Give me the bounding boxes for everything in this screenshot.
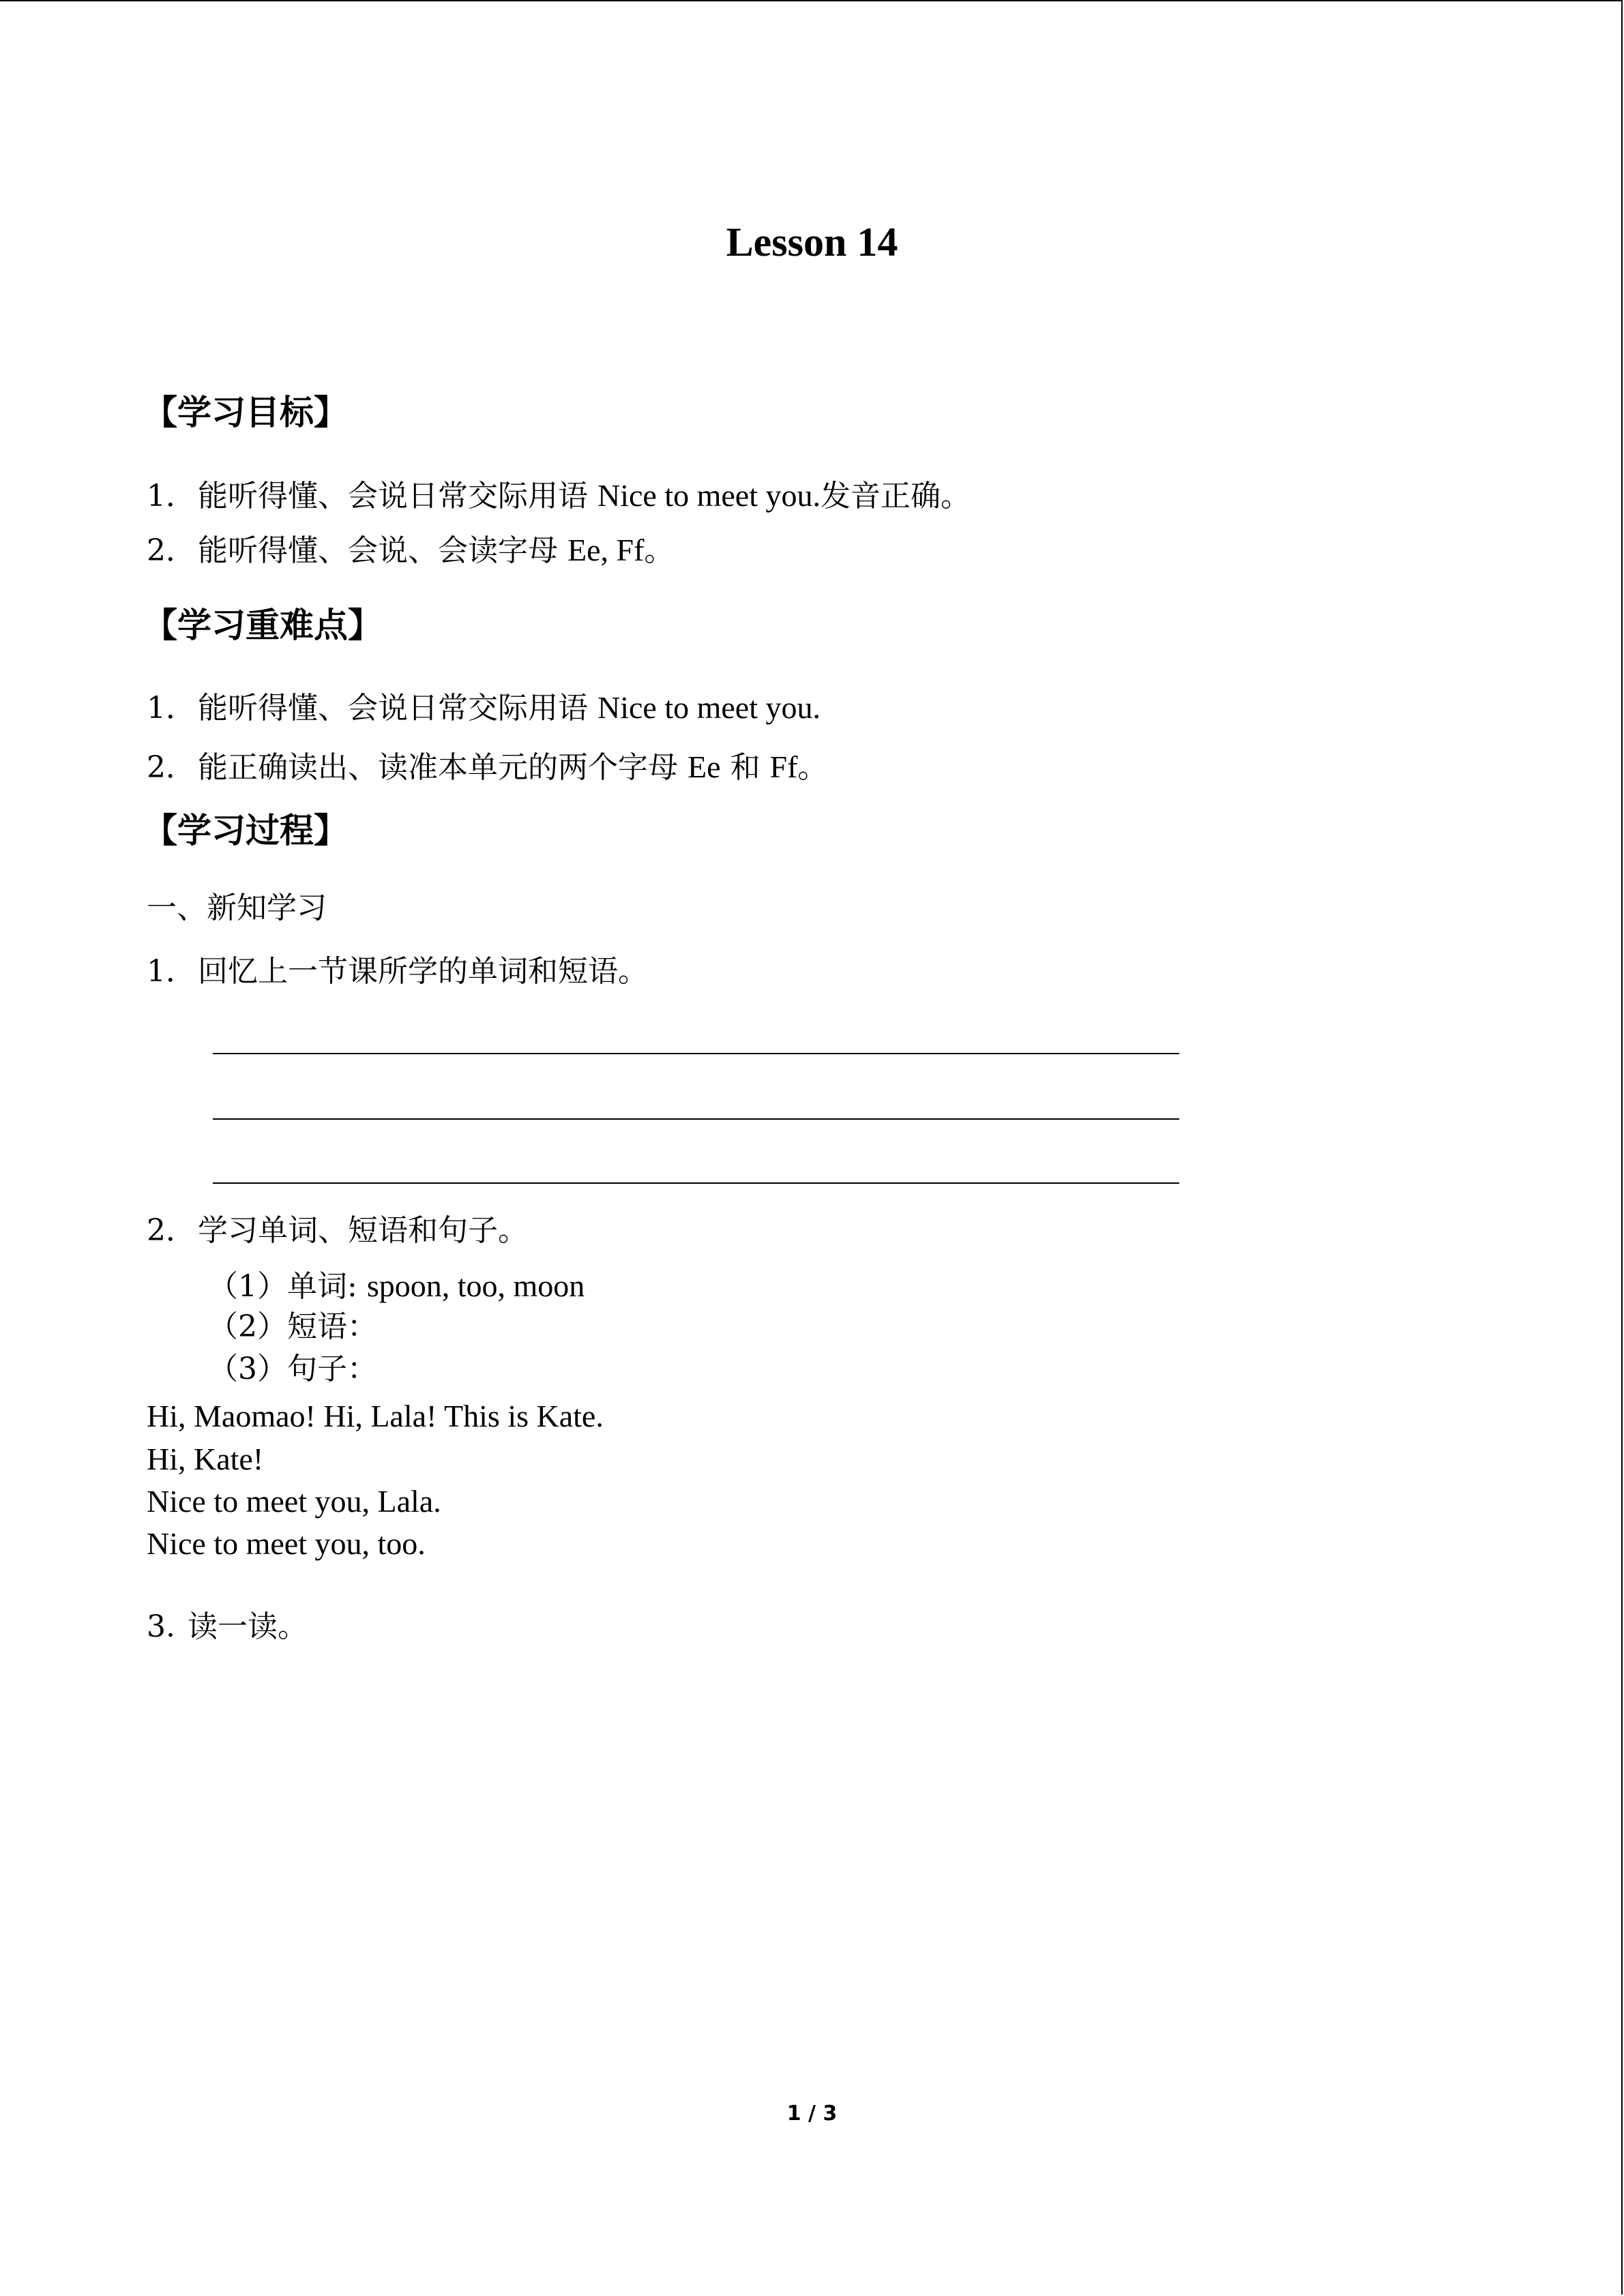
step-2-item-sentences-label: （3）句子： xyxy=(208,1352,377,1386)
key-points-heading: 【学习重难点】 xyxy=(143,606,382,645)
page-number: 1 / 3 xyxy=(786,2102,838,2126)
objective-item-1-text: 能听得懂、会说日常交际用语 xyxy=(198,479,597,513)
answer-blank-line[interactable] xyxy=(213,1182,1179,1184)
step-1 xyxy=(147,951,648,992)
key-point-item-2-letter-f: Ff xyxy=(769,749,798,784)
step-2-item-sentences xyxy=(208,1350,377,1388)
step-1-num: 1． xyxy=(147,954,196,989)
key-point-item-2-and: 和 xyxy=(720,750,770,785)
step-2-item-words xyxy=(208,1267,585,1306)
step-2-item-phrases xyxy=(208,1308,377,1346)
step-2-text: 学习单词、短语和句子。 xyxy=(198,1213,528,1248)
part-one-label: 一、新知学习 xyxy=(147,891,327,925)
step-3-num: 3. xyxy=(147,1609,175,1644)
step-3 xyxy=(147,1607,308,1648)
step-2-item-phrases-label: （2）短语： xyxy=(208,1309,377,1344)
key-point-item-2-letter-e: Ee xyxy=(688,749,721,784)
process-heading: 【学习过程】 xyxy=(143,811,348,850)
key-point-item-2-num: 2． xyxy=(147,750,196,785)
step-2 xyxy=(147,1210,528,1251)
key-point-item-2 xyxy=(147,747,827,788)
key-point-item-1-text: 能听得懂、会说日常交际用语 xyxy=(198,691,597,726)
objective-item-2-text: 能听得懂、会说、会读字母 xyxy=(198,533,567,568)
step-2-item-words-value: spoon, too, moon xyxy=(366,1268,585,1303)
key-point-item-2-text-end: 。 xyxy=(797,750,828,785)
objective-item-2-text-end: 。 xyxy=(644,533,675,568)
key-point-item-1-phrase: Nice to meet you. xyxy=(597,690,821,725)
dialogue-line: Hi, Kate! xyxy=(147,1442,264,1476)
step-2-item-words-label: （1）单词: xyxy=(208,1269,367,1304)
page-title: Lesson 14 xyxy=(726,220,898,265)
answer-blank-line[interactable] xyxy=(213,1118,1179,1120)
key-point-item-1-num: 1． xyxy=(147,691,196,726)
step-3-text: 读一读。 xyxy=(188,1609,308,1644)
dialogue-line: Nice to meet you, too. xyxy=(147,1526,426,1561)
objective-item-1 xyxy=(147,475,971,517)
step-1-text: 回忆上一节课所学的单词和短语。 xyxy=(198,954,648,989)
key-point-item-1 xyxy=(147,687,821,729)
objective-item-1-num: 1． xyxy=(147,479,196,513)
key-point-item-2-text: 能正确读出、读准本单元的两个字母 xyxy=(198,750,688,785)
objectives-heading: 【学习目标】 xyxy=(143,393,348,432)
objective-item-2 xyxy=(147,530,674,571)
step-2-num: 2． xyxy=(147,1213,196,1248)
objective-item-2-letters: Ee, Ff xyxy=(567,533,645,567)
dialogue-line: Hi, Maomao! Hi, Lala! This is Kate. xyxy=(147,1399,604,1433)
objective-item-1-text-end: 发音正确。 xyxy=(821,479,971,513)
objective-item-2-num: 2． xyxy=(147,533,196,568)
objective-item-1-phrase: Nice to meet you. xyxy=(597,478,821,513)
answer-blank-line[interactable] xyxy=(213,1053,1179,1054)
dialogue-line: Nice to meet you, Lala. xyxy=(147,1484,441,1519)
